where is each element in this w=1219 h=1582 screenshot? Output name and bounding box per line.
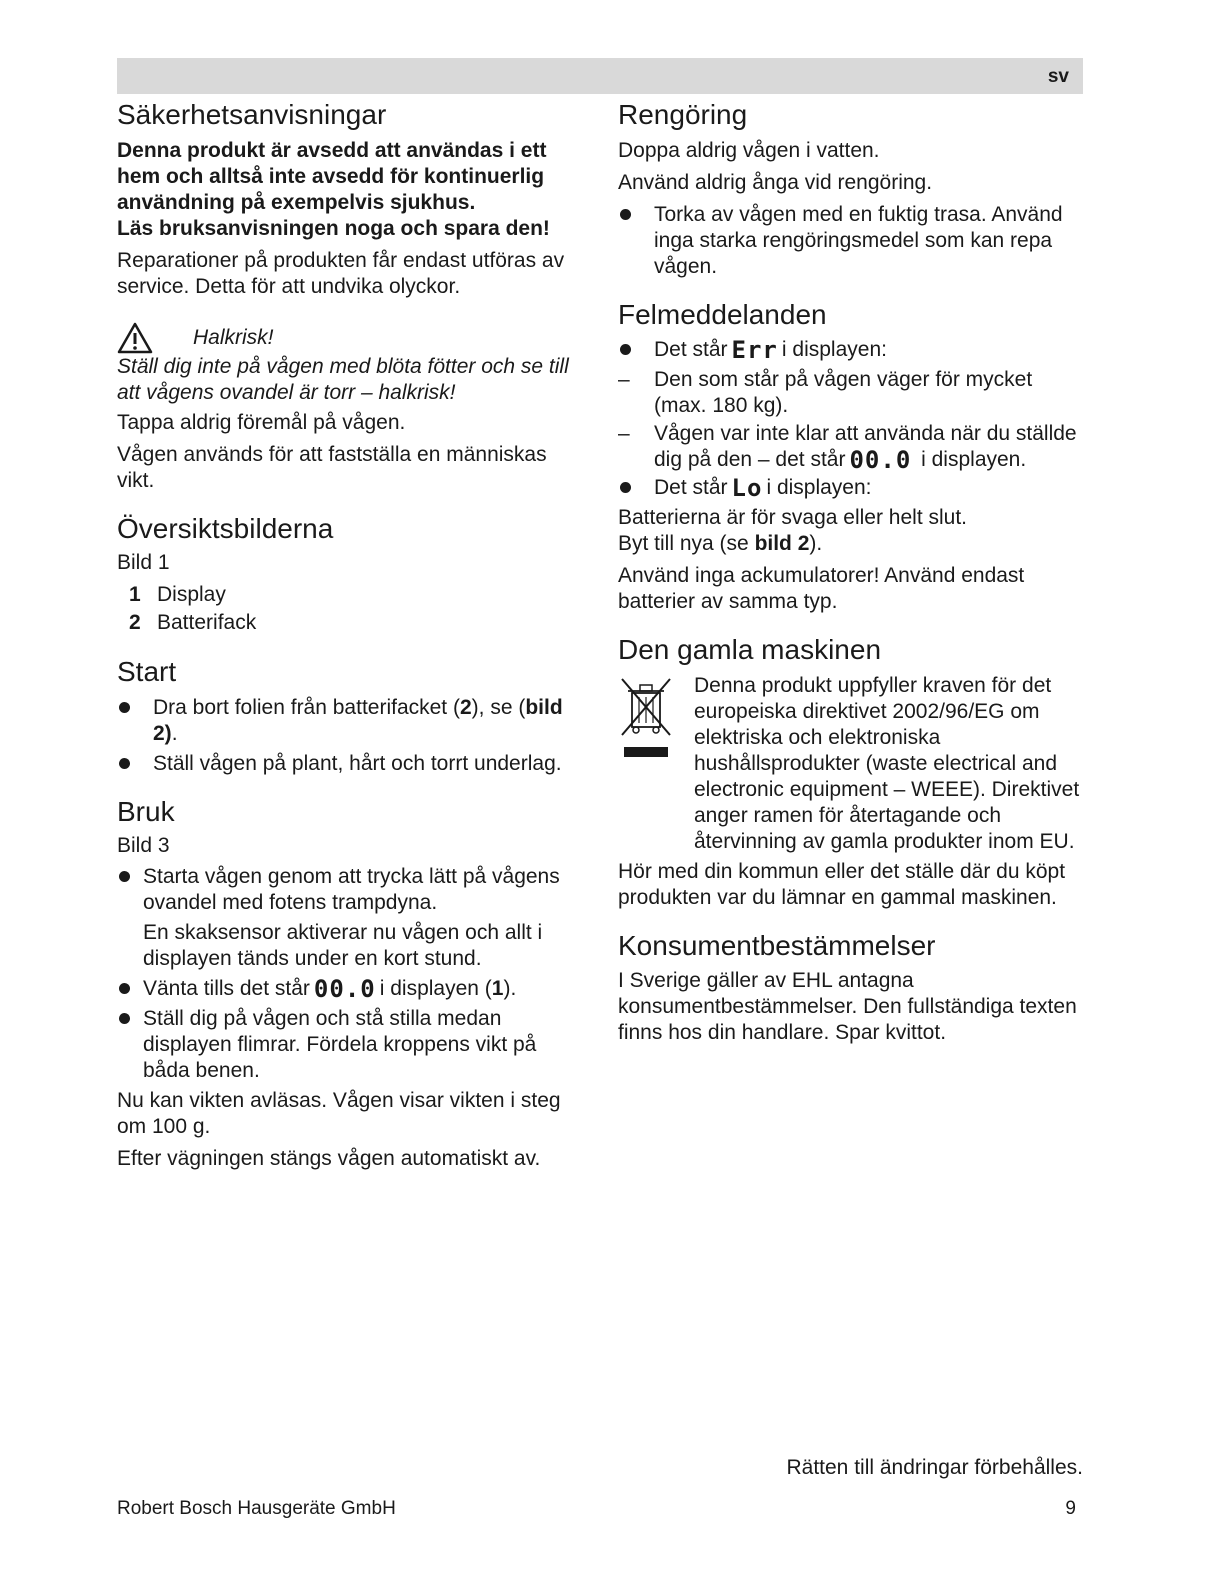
safety-purpose: Vågen används för att fastställa en människas vikt. <box>117 442 547 492</box>
list-item: Torka av vågen med en fuktig trasa. Använd inga starka rengöringsmedel som kan repa vågen. <box>654 202 1063 278</box>
consumer-text: I Sverige gäller av EHL antagna konsumentbestämmelser. Den fullständiga texten finns hos din handlare. Spar kvittot. <box>618 969 1077 1045</box>
overview-section <box>117 512 582 638</box>
safety-bold-read: Läs bruksanvisningen noga och spara den! <box>117 216 550 240</box>
lcd-err-display: Err <box>731 336 778 365</box>
list-item: 1 Display <box>129 583 226 607</box>
list-item: Ställ vågen på plant, hårt och torrt underlag. <box>153 751 562 775</box>
errors-battery: Batterierna är för svaga eller helt slut. <box>618 506 968 530</box>
list-item: 2 Batterifack <box>129 611 257 635</box>
disposal-advice: Hör med din kommun eller det ställe där du köpt produkten var du lämnar en gammal maskinen. <box>618 859 1066 909</box>
safety-bold-intro: Denna produkt är avsedd att användas i ett hem och alltså inte avsedd för kontinuerlig användning på exempelvis sjukhus. <box>117 138 547 214</box>
lcd-zero-display: 00.0 <box>849 446 912 475</box>
left-column <box>117 98 582 1178</box>
right-column <box>618 98 1083 1052</box>
start-title: Start <box>117 656 177 688</box>
cleaning-section <box>618 98 1083 280</box>
list-item: Ställ dig på vågen och stå stilla medan displayen flimrar. Fördela kroppens vikt på båda benen. <box>143 1007 537 1083</box>
safety-drop: Tappa aldrig föremål på vågen. <box>117 410 406 434</box>
rights-note: Rätten till ändringar förbehålles. <box>786 1456 1083 1479</box>
safety-title: Säkerhetsanvisningar <box>117 99 387 130</box>
warning-text: Ställ dig inte på vågen med blöta fötter och se till att vågens ovandel är torr – halkrisk! <box>117 354 569 404</box>
warning-triangle-icon <box>117 322 153 354</box>
weee-text: Denna produkt uppfyller kraven för det europeiska direktivet 2002/96/EG om elektriska och elektroniska hushållsprodukter (waste electrical and electronic equipment – WEEE). Direktivet anger ramen för återtagande och återvinning av gamla produkter inom EU. <box>694 673 1080 853</box>
overview-list <box>117 581 582 637</box>
lcd-lo-display: Lo <box>731 474 763 503</box>
consumer-title: Konsumentbestämmelser <box>618 929 936 961</box>
use-figure-label: Bild 3 <box>117 834 170 858</box>
use-section <box>117 795 582 1173</box>
list-item: – Vågen var inte klar att använda när du ställde dig på den – det står 00.0 i displayen. <box>618 422 1077 475</box>
warning-header <box>117 322 582 354</box>
lcd-zero-display: 00.0 <box>313 975 376 1004</box>
cleaning-p1: Doppa aldrig vågen i vatten. <box>618 138 880 162</box>
start-section <box>117 655 582 777</box>
page-number: 9 <box>1065 1498 1076 1519</box>
safety-repairs: Reparationer på produkten får endast utföras av service. Detta för att undvika olyckor. <box>117 248 565 298</box>
errors-section <box>618 298 1083 616</box>
use-sensor-text: En skaksensor aktiverar nu vågen och allt i displayen tänds under en kort stund. <box>143 921 543 971</box>
weee-block <box>618 673 1083 855</box>
list-item: Starta vågen genom att trycka lätt på vågens ovandel med fotens trampdyna. En skaksensor aktiverar nu vågen och allt i displayen tänds under en kort stund. <box>117 864 582 972</box>
cleaning-p2: Använd aldrig ånga vid rengöring. <box>618 170 933 194</box>
language-code: sv <box>1047 66 1069 87</box>
errors-title: Felmeddelanden <box>618 298 827 330</box>
list-item: Dra bort folien från batterifacket (2), se (bild 2). <box>153 695 563 745</box>
dash-marker: – <box>618 422 630 446</box>
errors-accumulators: Använd inga ackumulatorer! Använd endast batterier av samma typ. <box>618 564 1025 614</box>
cleaning-title: Rengöring <box>618 99 748 130</box>
use-title: Bruk <box>117 795 175 827</box>
disposal-title: Den gamla maskinen <box>618 634 882 666</box>
errors-replace: Byt till nya (se bild 2). <box>618 532 823 556</box>
list-item: Vänta tills det står 00.0 i displayen (1). <box>143 975 517 1004</box>
overview-figure-label: Bild 1 <box>117 551 170 575</box>
list-item: – Den som står på vågen väger för mycket (max. 180 kg). <box>618 368 1033 418</box>
consumer-section <box>618 929 1083 1047</box>
overview-title: Översiktsbilderna <box>117 512 334 544</box>
safety-section <box>117 98 582 494</box>
crossed-bin-icon <box>618 673 674 765</box>
warning-title: Halkrisk! <box>193 325 274 349</box>
dash-marker: – <box>618 368 630 392</box>
header-bar <box>117 58 1083 94</box>
list-item: Det står Err i displayen: <box>654 336 887 365</box>
disposal-section <box>618 633 1083 911</box>
use-autooff: Efter vägningen stängs vågen automatiskt av. <box>117 1147 541 1171</box>
list-item: Det står Lo i displayen: <box>654 474 872 503</box>
use-reading: Nu kan vikten avläsas. Vågen visar vikten i steg om 100 g. <box>117 1089 561 1139</box>
company-name: Robert Bosch Hausgeräte GmbH <box>117 1498 396 1519</box>
